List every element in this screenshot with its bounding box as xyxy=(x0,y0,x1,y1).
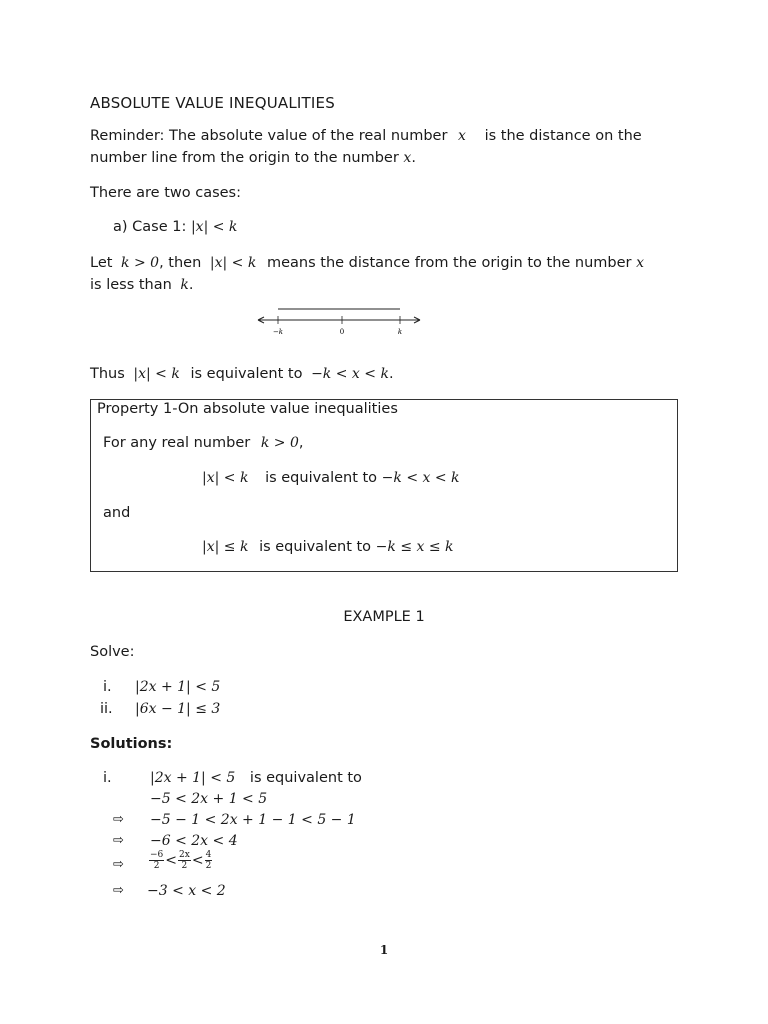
math-expr: |2x + 1| < 5 xyxy=(150,770,236,786)
thus-line xyxy=(90,366,394,382)
reminder-line-1 xyxy=(90,128,642,144)
let-text: means the distance from the origin to the number xyxy=(266,255,632,271)
denominator: 2 xyxy=(205,861,212,871)
less-than: < xyxy=(191,852,204,869)
case-expr: |x| < k xyxy=(190,219,238,235)
property-text: For any real number xyxy=(103,435,251,451)
thus-text: is equivalent to xyxy=(190,366,303,382)
implies-arrow-icon: ⇨ xyxy=(113,833,124,848)
reminder-text: is the distance on the xyxy=(484,128,642,144)
math-var: k xyxy=(180,277,189,293)
math-expr: |x| ≤ k xyxy=(202,539,249,555)
math-expr: k > 0 xyxy=(260,435,299,451)
solution-step-4 xyxy=(148,850,213,871)
implies-arrow-icon: ⇨ xyxy=(113,812,124,827)
math-var: x xyxy=(636,255,645,271)
math-expr: k > 0 xyxy=(121,255,160,271)
math-expr: |x| < k xyxy=(202,470,249,486)
example-title: EXAMPLE 1 xyxy=(343,609,425,625)
reminder-text: number line from the origin to the number xyxy=(90,150,399,166)
solution-step-3: −6 < 2x < 4 xyxy=(150,833,238,849)
property-text: is equivalent to xyxy=(265,470,378,486)
implies-arrow-icon: ⇨ xyxy=(113,857,124,872)
number-line-figure xyxy=(254,303,424,339)
let-line-2 xyxy=(90,277,194,293)
solutions-title: Solutions: xyxy=(90,736,173,752)
tick-label-right: k xyxy=(397,328,403,336)
numerator: 2x xyxy=(179,850,190,860)
solution-step-2: −5 − 1 < 2x + 1 − 1 < 5 − 1 xyxy=(150,812,356,828)
math-expr: −k ≤ x ≤ k xyxy=(375,539,454,555)
punctuation: . xyxy=(411,150,416,166)
property-title: Property 1-On absolute value inequalities xyxy=(97,401,398,417)
problem-2-num: ii. xyxy=(100,701,113,717)
denominator: 2 xyxy=(181,861,188,871)
page-heading: ABSOLUTE VALUE INEQUALITIES xyxy=(90,94,335,112)
numerator: 4 xyxy=(205,850,212,860)
math-expr: −k < x < k xyxy=(311,366,389,382)
problem-2-expr: |6x − 1| ≤ 3 xyxy=(135,701,221,717)
math-expr: |x| < k xyxy=(133,366,180,382)
two-cases-text: There are two cases: xyxy=(90,185,241,201)
solve-label: Solve: xyxy=(90,644,135,660)
solution-1-num: i. xyxy=(103,770,112,786)
reminder-text: Reminder: The absolute value of the real number xyxy=(90,128,448,144)
let-text: Let xyxy=(90,255,113,271)
property-intro xyxy=(103,435,303,451)
fraction xyxy=(178,850,191,871)
fraction xyxy=(149,850,164,871)
reminder-line-2 xyxy=(90,150,416,166)
property-row-2 xyxy=(202,539,454,555)
solution-step-5: −3 < x < 2 xyxy=(147,883,226,899)
problem-1-num: i. xyxy=(103,679,112,695)
less-than: < xyxy=(165,852,178,869)
punctuation: , xyxy=(298,435,304,451)
case-label: a) Case 1: xyxy=(113,219,187,235)
solution-1-line xyxy=(150,770,362,786)
math-expr: |x| < k xyxy=(209,255,257,271)
punctuation: . xyxy=(388,366,394,382)
denominator: 2 xyxy=(153,861,160,871)
math-var: x xyxy=(403,150,412,166)
property-and: and xyxy=(103,505,131,521)
solution-text: is equivalent to xyxy=(249,770,362,786)
numerator: −6 xyxy=(150,850,164,860)
let-text: , then xyxy=(159,255,202,271)
page-number: 1 xyxy=(379,943,389,957)
math-var: x xyxy=(458,128,466,144)
solution-step-1: −5 < 2x + 1 < 5 xyxy=(150,791,268,807)
case-1 xyxy=(113,219,237,235)
tick-label-center: 0 xyxy=(339,328,345,336)
tick-label-left: −k xyxy=(272,328,284,336)
let-text: is less than xyxy=(90,277,172,293)
fraction xyxy=(205,850,213,871)
punctuation: . xyxy=(188,277,194,293)
thus-text: Thus xyxy=(90,366,125,382)
property-row-1 xyxy=(202,470,460,486)
problem-1-expr: |2x + 1| < 5 xyxy=(135,679,221,695)
property-text: is equivalent to xyxy=(259,539,372,555)
implies-arrow-icon: ⇨ xyxy=(113,883,124,898)
math-expr: −k < x < k xyxy=(381,470,460,486)
let-line-1 xyxy=(90,255,644,271)
